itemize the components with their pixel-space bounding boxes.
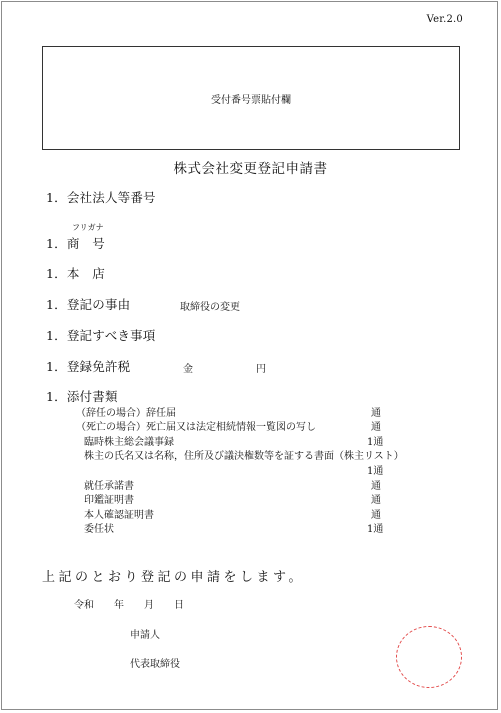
trade-name-label: 1．商 号 <box>46 236 105 251</box>
attachment-count: 通 <box>371 495 381 506</box>
registration-reason-label: 1．登記の事由 <box>46 297 131 312</box>
registration-tax-label: 1．登録免許税 <box>46 359 131 374</box>
version-label: Ver.2.0 <box>426 14 463 25</box>
attachment-row: 就任承諾書 <box>84 481 134 492</box>
attachment-row: 本人確認証明書 <box>84 510 154 521</box>
attachment-count: 1通 <box>367 466 384 477</box>
tax-amount-unit: 円 <box>256 364 266 375</box>
registration-matters-label: 1．登記すべき事項 <box>46 328 156 343</box>
page-title: 株式会社変更登記申請書 <box>173 161 328 177</box>
corporate-number-label: 1．会社法人等番号 <box>46 190 156 205</box>
attachment-count: 1通 <box>367 437 384 448</box>
attachment-count: 通 <box>371 510 381 521</box>
registration-reason-value: 取締役の変更 <box>180 302 240 313</box>
representative-director-label: 代表取締役 <box>130 659 180 670</box>
attachment-count: 通 <box>371 422 381 433</box>
attachments-label: 1．添付書類 <box>46 389 118 404</box>
closing-statement: 上記のとおり登記の申請をします。 <box>42 570 305 585</box>
seal-placeholder-circle <box>396 626 462 688</box>
furigana-label: フリガナ <box>72 223 104 232</box>
attachment-count: 1通 <box>367 524 384 535</box>
head-office-label: 1．本 店 <box>46 266 105 281</box>
date-line: 令和 年 月 日 <box>74 600 184 611</box>
attachment-row: 臨時株主総会議事録 <box>84 437 174 448</box>
attachment-row: 委任状 <box>84 524 114 535</box>
attachment-row: 株主の氏名又は名称，住所及び議決権数等を証する書面（株主リスト） <box>84 451 404 462</box>
attachment-count: 通 <box>371 481 381 492</box>
receipt-stamp-box <box>42 46 460 150</box>
attachment-row: （死亡の場合）死亡届又は法定相続情報一覧図の写し <box>76 422 316 433</box>
tax-amount-prefix: 金 <box>183 364 193 375</box>
attachment-count: 通 <box>371 408 381 419</box>
attachment-row: 印鑑証明書 <box>84 495 134 506</box>
receipt-stamp-box-label: 受付番号票貼付欄 <box>211 94 291 106</box>
applicant-label: 申請人 <box>130 630 160 641</box>
attachment-row: （辞任の場合）辞任届 <box>76 408 176 419</box>
